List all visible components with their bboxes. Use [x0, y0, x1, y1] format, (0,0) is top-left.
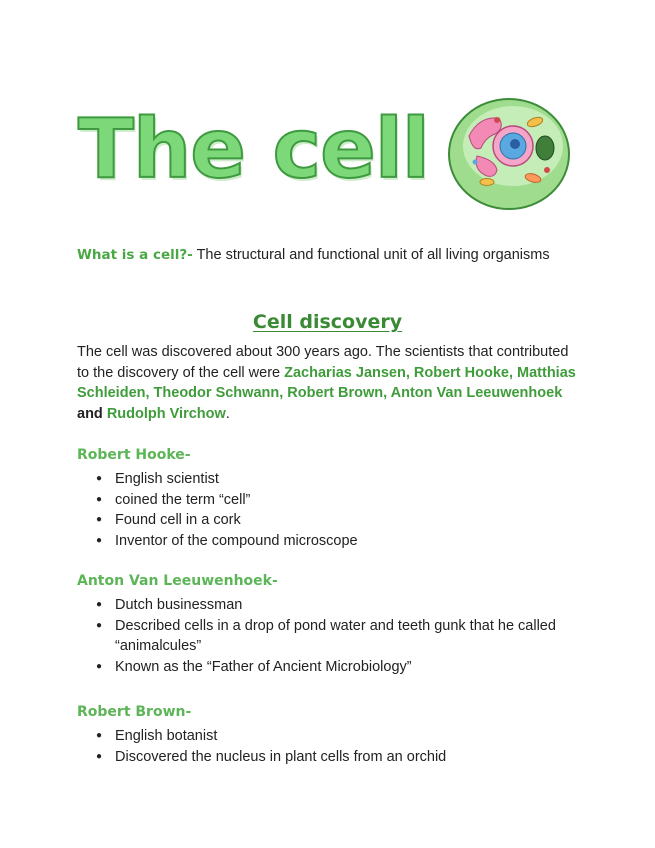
section-heading-cell-discovery: Cell discovery	[252, 311, 403, 333]
intro-period: .	[225, 405, 230, 422]
list-item: ● coined the term “cell”	[77, 490, 595, 511]
intro-and: and	[77, 405, 107, 422]
list-item: ● English scientist	[77, 469, 595, 490]
fact-list	[77, 726, 595, 767]
animal-cell-illustration	[447, 96, 571, 210]
list-item: ● Discovered the nucleus in plant cells from an orchid	[77, 747, 595, 768]
fact-list	[77, 595, 595, 677]
scientist-section-leeuwenhoek	[77, 573, 595, 677]
list-item: ● Found cell in a cork	[77, 510, 595, 531]
list-item: ● English botanist	[77, 726, 595, 747]
scientist-names: Zacharias Jansen, Robert Hooke, Matthias Schleiden, Theodor Schwann, Robert Brown, Anton Van Leeuwenhoek	[77, 364, 576, 401]
scientist-name-virchow: Rudolph Virchow	[106, 405, 226, 422]
definition	[77, 242, 597, 269]
page-title: The cell	[78, 102, 429, 197]
list-item: ● Inventor of the compound microscope	[77, 531, 595, 552]
intro-text: The cell was discovered about 300 years ago. The scientists that contributed to the discovery of the cell were	[77, 344, 569, 381]
list-item: ● Described cells in a drop of pond water and teeth gunk that he called “animalcules”	[77, 616, 595, 657]
list-item: ● Known as the “Father of Ancient Microbiology”	[77, 657, 595, 678]
intro-paragraph	[77, 342, 582, 424]
definition-label: What is a cell?-	[77, 247, 193, 263]
fact-list	[77, 469, 595, 551]
scientist-heading: Anton Van Leeuwenhoek-	[77, 573, 278, 589]
definition-text: The structural and functional unit of all living organisms	[192, 247, 550, 263]
scientist-section-hooke	[77, 447, 595, 551]
list-item: ● Dutch businessman	[77, 595, 595, 616]
scientist-heading: Robert Brown-	[77, 704, 192, 720]
scientist-section-brown	[77, 704, 595, 767]
scientist-heading: Robert Hooke-	[77, 447, 191, 463]
